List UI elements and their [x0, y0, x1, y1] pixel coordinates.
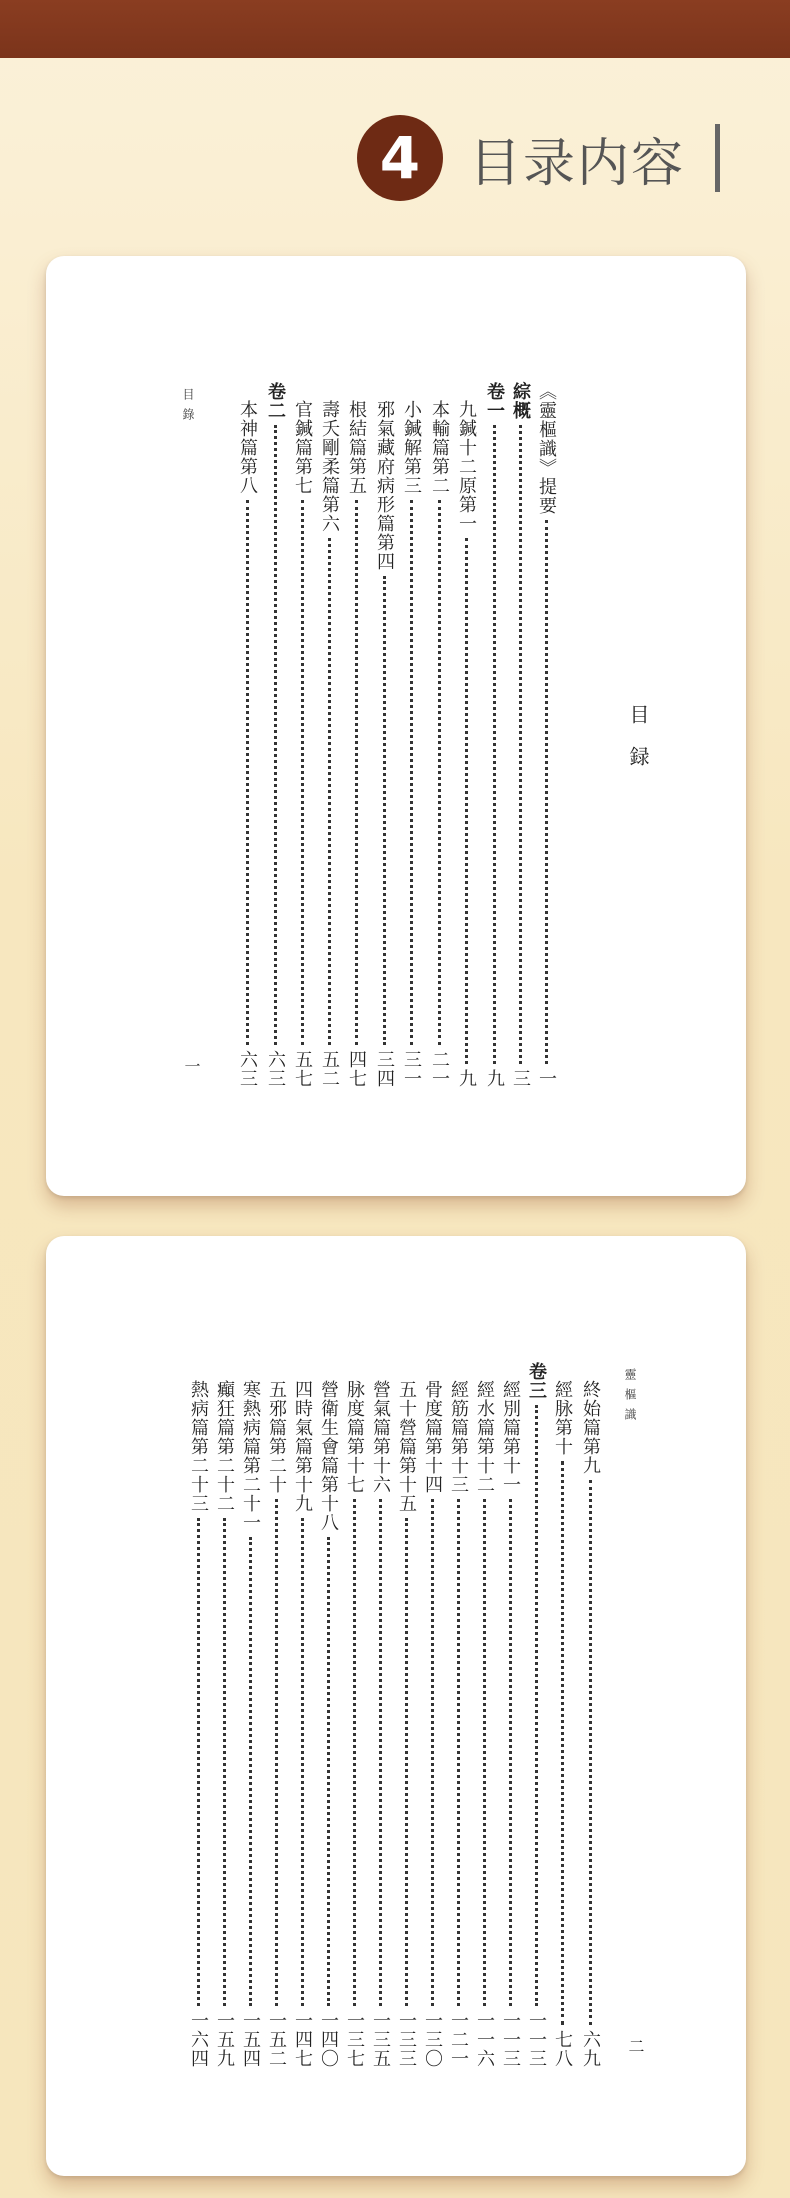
toc-entry [472, 1380, 496, 2068]
toc-entry-page: 一三〇 [422, 2011, 443, 2068]
page-heading: 目録 [626, 704, 650, 788]
dot-leader [197, 1518, 200, 2006]
dot-leader [274, 425, 277, 1045]
book-page-1 [46, 256, 746, 1196]
toc-entry-title: 癲狂篇第二十二 [214, 1380, 235, 1513]
toc-entry-page: 五七 [292, 1050, 313, 1088]
section-header [357, 112, 720, 204]
toc-entry-title: 卷二 [265, 382, 286, 420]
dot-leader [457, 1499, 460, 2006]
toc-entry-title: 本輸篇第二 [429, 400, 450, 495]
toc-entry-title: 寒熱病篇第二十一 [240, 1380, 261, 1532]
toc-entry-page: 三一 [401, 1050, 422, 1088]
toc-entry [212, 1380, 236, 2068]
toc-entry [186, 1380, 210, 2068]
toc-entry [290, 400, 314, 1088]
top-banner [0, 0, 790, 58]
toc-entry-page: 七八 [552, 2030, 573, 2068]
toc-entry [372, 400, 396, 1088]
toc-entry [264, 1380, 288, 2068]
dot-leader [405, 1518, 408, 2006]
dot-leader [383, 576, 386, 1045]
folio: 一 [182, 1058, 201, 1074]
toc-entry-title: 卷三 [526, 1362, 547, 1400]
toc-entry-title: 九鍼十二原第一 [456, 400, 477, 533]
folio: 二 [626, 2038, 645, 2054]
section-number-badge: 4 [357, 115, 443, 201]
dot-leader [301, 500, 304, 1045]
header-divider [715, 124, 720, 192]
dot-leader [223, 1518, 226, 2006]
toc-entry-page: 一六四 [188, 2011, 209, 2068]
toc-entry-title: 經水篇第十二 [474, 1380, 495, 1494]
dot-leader [438, 500, 441, 1045]
toc-entry [316, 1380, 340, 2068]
toc-entry-title: 本神篇第八 [237, 400, 258, 495]
toc-entry [498, 1380, 522, 2068]
toc-entry [368, 1380, 392, 2068]
dot-leader [353, 1499, 356, 2006]
toc-entry-title: 官鍼篇第七 [292, 400, 313, 495]
toc-entry [524, 1362, 548, 2068]
dot-leader [431, 1499, 434, 2006]
toc-entry-title: 邪氣藏府病形篇第四 [374, 400, 395, 571]
dot-leader [328, 538, 331, 1045]
toc-entry [290, 1380, 314, 2068]
dot-leader [355, 500, 358, 1045]
toc-entry-page: 一一三 [500, 2011, 521, 2068]
toc-entry-title: 根結篇第五 [346, 400, 367, 495]
dot-leader [249, 1537, 252, 2006]
toc-entry-title: 經脉第十 [552, 1380, 573, 1456]
toc-entry-page: 一三七 [344, 2011, 365, 2068]
toc-entry [399, 400, 423, 1088]
toc-entry-page: 三四 [374, 1050, 395, 1088]
book-page-2 [46, 1236, 746, 2176]
toc-entry [342, 1380, 366, 2068]
toc-entry [508, 382, 532, 1088]
toc-entry-title: 五邪篇第二十 [266, 1380, 287, 1494]
dot-leader [493, 425, 496, 1064]
toc-entry-page: 一 [536, 1069, 557, 1088]
toc-entry-page: 四七 [346, 1050, 367, 1088]
running-head: 靈樞識 [623, 1368, 637, 1428]
toc-entry-title: 壽夭剛柔篇第六 [319, 400, 340, 533]
toc-entry-page: 一二一 [448, 2011, 469, 2068]
toc-entry-title: 終始篇第九 [580, 1380, 601, 1475]
toc-entry [238, 1380, 262, 2068]
toc-entry-page: 九 [484, 1069, 505, 1088]
toc-entry [235, 400, 259, 1088]
dot-leader [545, 520, 548, 1064]
toc-entry-page: 一一三 [526, 2011, 547, 2068]
toc-entry-page: 一三五 [370, 2011, 391, 2068]
toc-entry-title: 經筋篇第十三 [448, 1380, 469, 1494]
dot-leader [301, 1518, 304, 2006]
toc-entry-page: 一四七 [292, 2011, 313, 2068]
toc-entry-page: 一五二 [266, 2011, 287, 2068]
toc-entry-title: 《靈樞識》提要 [536, 382, 557, 515]
dot-leader [535, 1405, 538, 2006]
dot-leader [327, 1537, 330, 2006]
toc-entry [534, 382, 558, 1088]
toc-entry [446, 1380, 470, 2068]
toc-entry-page: 一五九 [214, 2011, 235, 2068]
toc-entry-title: 綜概 [510, 382, 531, 420]
dot-leader [509, 1499, 512, 2006]
toc-entry-page: 一五四 [240, 2011, 261, 2068]
toc-entry [454, 400, 478, 1088]
toc-entry [317, 400, 341, 1088]
toc-entry [420, 1380, 444, 2068]
toc-entry-page: 六三 [265, 1050, 286, 1088]
toc-entry-page: 二一 [429, 1050, 450, 1088]
toc-entry [482, 382, 506, 1088]
toc-entry-page: 六九 [580, 2030, 601, 2068]
toc-entry-title: 營衛生會篇第十八 [318, 1380, 339, 1532]
toc-entry-title: 脉度篇第十七 [344, 1380, 365, 1494]
dot-leader [589, 1480, 592, 2025]
toc-entry [263, 382, 287, 1088]
toc-entry-title: 熱病篇第二十三 [188, 1380, 209, 1513]
toc-entry-page: 九 [456, 1069, 477, 1088]
toc-entry-page: 一一六 [474, 2011, 495, 2068]
toc-entry-title: 骨度篇第十四 [422, 1380, 443, 1494]
section-title: 目录内容 [468, 133, 685, 194]
toc-entry-title: 營氣篇第十六 [370, 1380, 391, 1494]
dot-leader [561, 1461, 564, 2025]
toc-entry [394, 1380, 418, 2068]
toc-entry-page: 三 [510, 1069, 531, 1088]
toc-entry-title: 五十營篇第十五 [396, 1380, 417, 1513]
toc-entry-title: 經別篇第十一 [500, 1380, 521, 1494]
toc-entry-title: 小鍼解第三 [401, 400, 422, 495]
toc-entry [427, 400, 451, 1088]
toc-entry [344, 400, 368, 1088]
dot-leader [483, 1499, 486, 2006]
toc-entry-title: 四時氣篇第十九 [292, 1380, 313, 1513]
toc-entry-page: 一三三 [396, 2011, 417, 2068]
dot-leader [379, 1499, 382, 2006]
toc-entry-page: 一四〇 [318, 2011, 339, 2068]
toc-entry-page: 六三 [237, 1050, 258, 1088]
dot-leader [519, 425, 522, 1064]
toc-entry [578, 1380, 602, 2068]
dot-leader [275, 1499, 278, 2006]
toc-entry-title: 卷一 [484, 382, 505, 420]
dot-leader [410, 500, 413, 1045]
toc-entry [550, 1380, 574, 2068]
running-head: 目錄 [181, 388, 195, 428]
dot-leader [465, 538, 468, 1064]
dot-leader [246, 500, 249, 1045]
toc-entry-page: 五二 [319, 1050, 340, 1088]
